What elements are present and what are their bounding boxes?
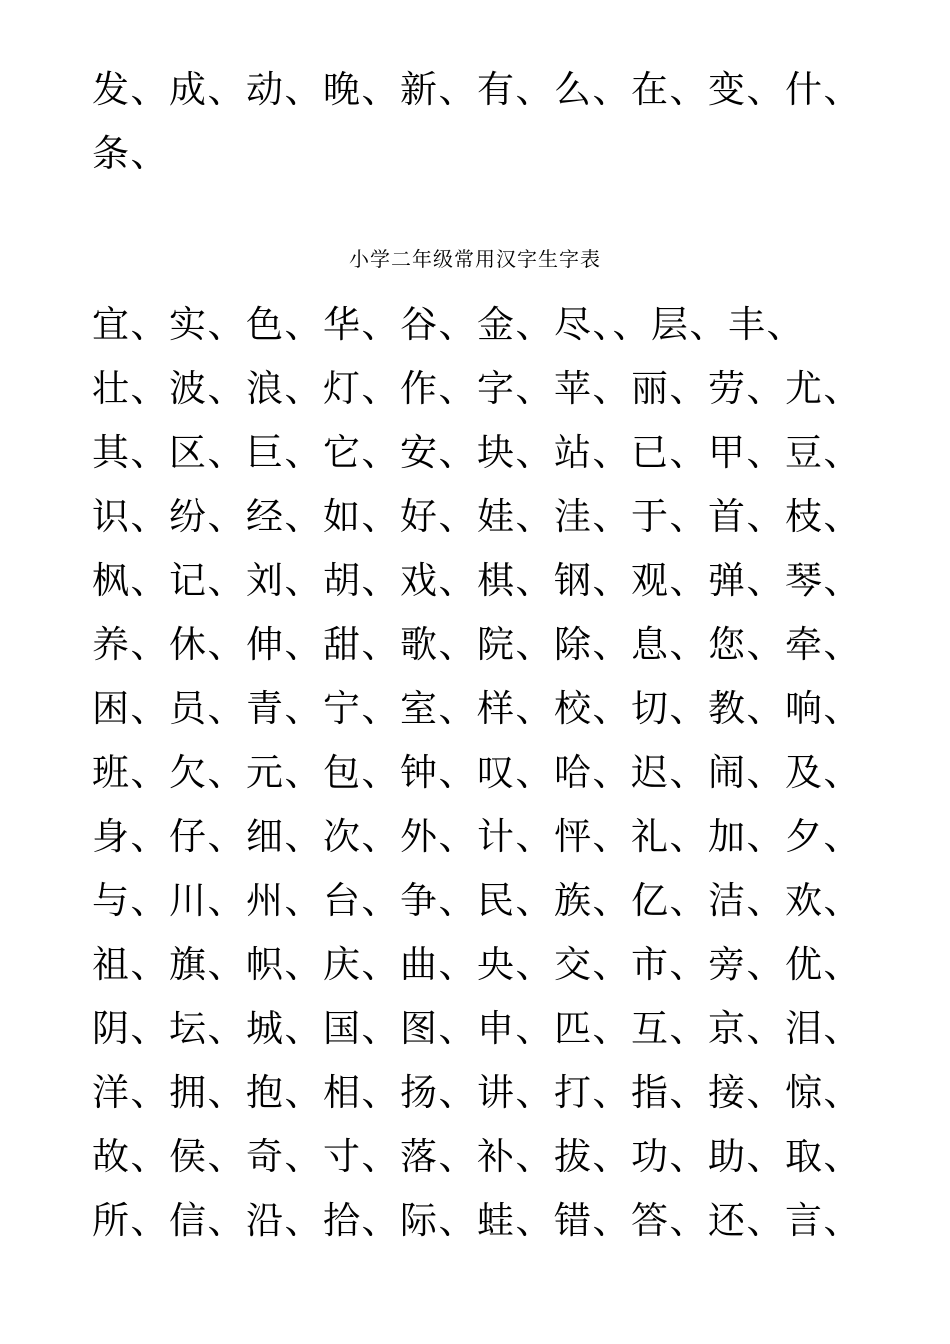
- character-row: 养、休、伸、甜、歌、院、除、息、您、牵、: [92, 623, 862, 666]
- character-row: 故、侯、奇、寸、落、补、拔、功、助、取、: [92, 1135, 862, 1178]
- character-row: 枫、记、刘、胡、戏、棋、钢、观、弹、琴、: [92, 559, 862, 602]
- character-row: 困、员、青、宁、室、样、校、切、教、响、: [92, 687, 862, 730]
- character-row: 班、欠、元、包、钟、叹、哈、迟、闹、及、: [92, 751, 862, 794]
- character-row: 识、纷、经、如、好、娃、洼、于、首、枝、: [92, 495, 862, 538]
- character-row: 其、区、巨、它、安、块、站、已、甲、豆、: [92, 431, 862, 474]
- character-row: 条、: [92, 132, 169, 175]
- page-heading: 小学二年级常用汉字生字表: [349, 247, 601, 271]
- character-row: 壮、波、浪、灯、作、字、苹、丽、劳、尤、: [92, 367, 862, 410]
- character-row: 所、信、沿、拾、际、蛙、错、答、还、言、: [92, 1199, 862, 1242]
- character-row: 祖、旗、帜、庆、曲、央、交、市、旁、优、: [92, 943, 862, 986]
- character-row: 身、仔、细、次、外、计、怦、礼、加、夕、: [92, 815, 862, 858]
- top-character-list: [92, 58, 892, 186]
- character-row: 发、成、动、晚、新、有、么、在、变、什、: [92, 68, 862, 111]
- character-row: 阴、坛、城、国、图、申、匹、互、京、泪、: [92, 1007, 862, 1050]
- character-row: 与、川、州、台、争、民、族、亿、洁、欢、: [92, 879, 862, 922]
- main-character-list: [92, 293, 892, 1253]
- character-row: 洋、拥、抱、相、扬、讲、打、指、接、惊、: [92, 1071, 862, 1114]
- character-row: 宜、实、色、华、谷、金、尽、、层、丰、: [92, 303, 805, 346]
